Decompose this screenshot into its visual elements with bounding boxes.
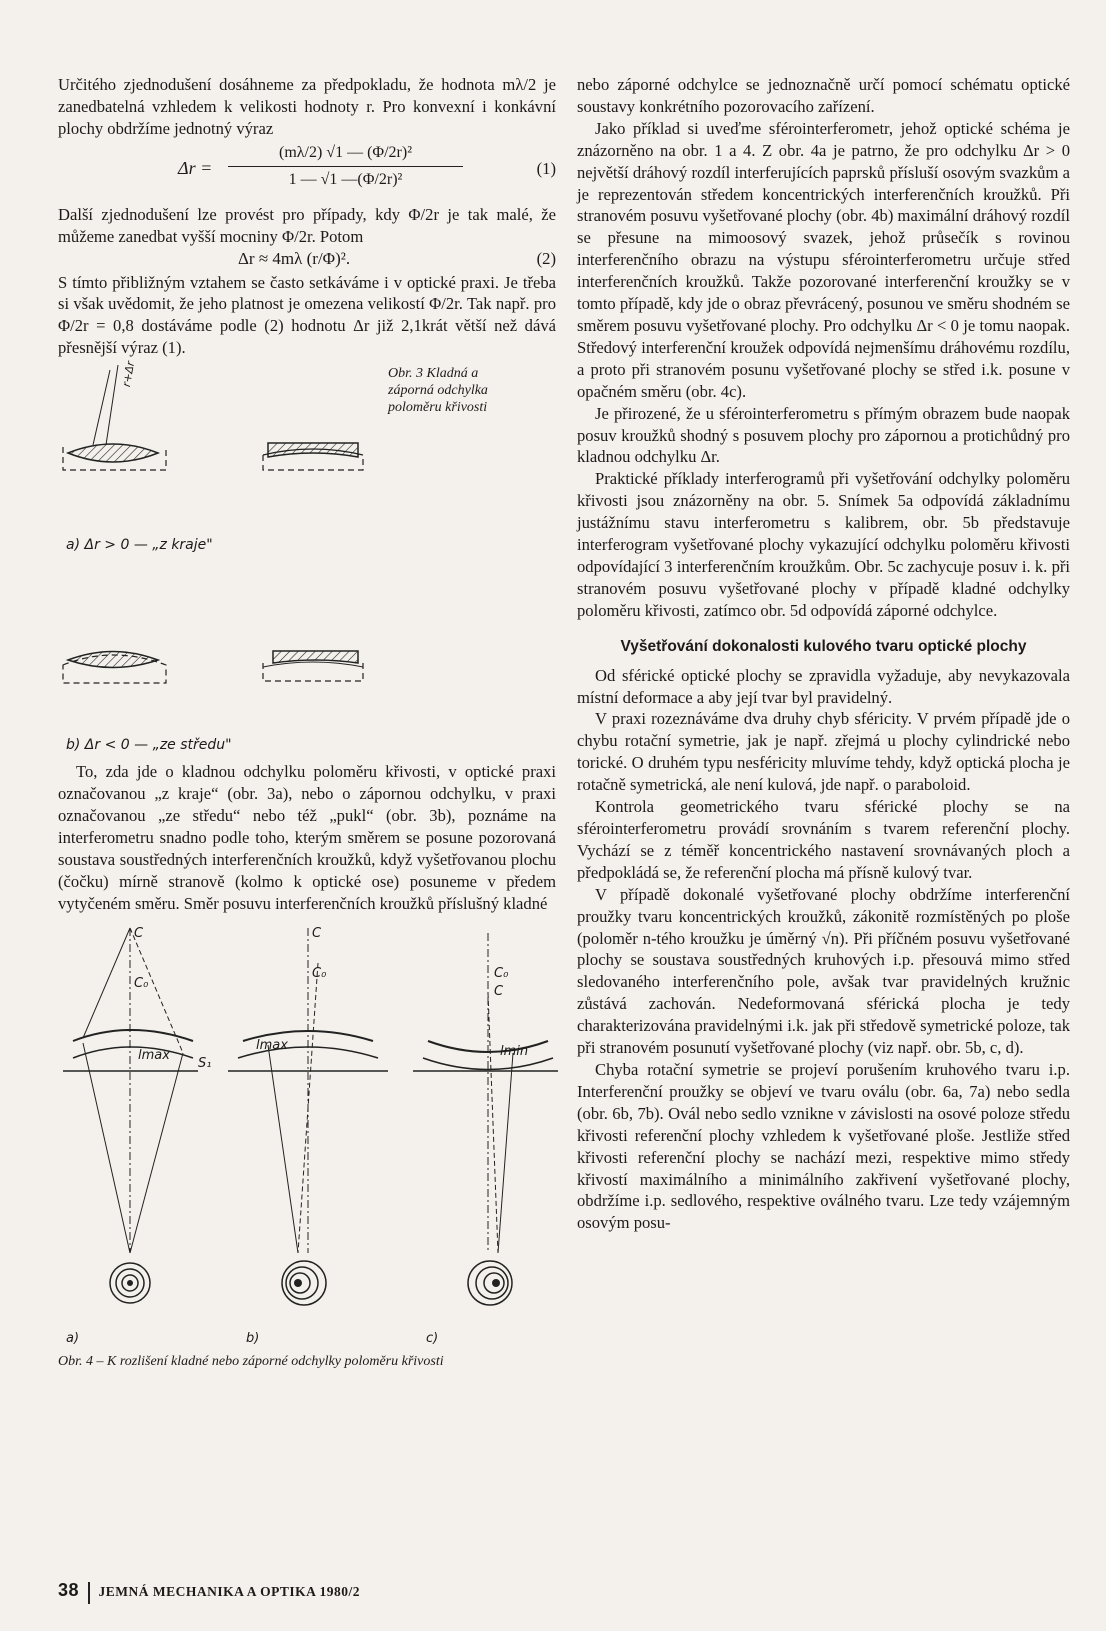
label-4a: a) — [66, 1330, 80, 1346]
paragraph: V případě dokonalé vyšetřované plochy obdržíme interferenční proužky tvaru koncentrických kroužků, zákonitě rozmístěných po ploše (poloměr n-tého kroužku je úměrný √n). Při příčném posuvu vyšetřované plochy se soustava soustředných kruhových i.p. přesouvá mimo střed sledovaného interferenčního pole, avšak tvar pravidelných kružnic zůstává zachován. Nedeformovaná sférická plocha je tedy charakterizována pravidelnými i.k. jak při středově symetrické poloze, tak při stranovém posunutí vyšetřované plochy (viz např. obr. 5b, c, d). — [577, 884, 1070, 1058]
figure-3-caption: Obr. 3 Kladná a záporná odchylka poloměru křivosti — [388, 366, 488, 416]
equation-2 — [58, 248, 556, 272]
figure-4-drawing — [58, 923, 558, 1343]
label-lmin-c: lmin — [500, 1043, 529, 1059]
radius-label: r+Δr — [119, 360, 138, 389]
label-lmax-b: lmax — [256, 1037, 288, 1053]
paragraph: Jako příklad si uveďme sférointerferometr, jehož optické schéma je znázorněno na obr. 1 a 4. Z obr. 4a je patrno, že pro odchylku Δr > 0 největší dráhový rozdíl interferujících paprsků přísluší osovým svazkům a je reprezentován středem koncentrických interferenčních kroužků. Při stranovém posuvu vyšetřované plochy (obr. 4b) maximální dráhový rozdíl se přesune na mimoosový svazek, jehož průsečík s rovinou interferenčního obrazu na výstupu sférointerferometru určuje střed interferenčních kroužků. Takže pozorované interferenční kroužky se v tomto případě, kdy jde o obraz převrácený, posunou ve směru shodném se směrem posuvu vyšetřované plochy. Pro odchylku Δr < 0 je tomu naopak. Středový interferenční kroužek odpovídá nejmenšímu dráhovému rozdílu, a proto při stranovém posunu vyšetřované plochy se střed i.k. posune v opačném směru (obr. 4c). — [577, 118, 1070, 401]
label-c-b: C — [312, 925, 322, 941]
paragraph: Určitého zjednodušení dosáhneme za předpokladu, že hodnota mλ/2 je zanedbatelná vzhledem k velikosti hodnoty r. Pro konvexní i konkávní plochy obdržíme jednotný výraz — [58, 75, 556, 138]
label-c0-b: C₀ — [312, 965, 327, 981]
label-c: C — [134, 925, 144, 941]
paragraph: Je přirozené, že u sférointerferometru s přímým obrazem bude naopak posuv kroužků shodný s posuvem plochy pro zápornou a protichůdný pro kladnou odchylku Δr. — [577, 403, 1070, 467]
label-4c: c) — [426, 1330, 439, 1346]
page-number: 38 — [58, 1580, 80, 1600]
paragraph: Chyba rotační symetrie se projeví porušením kruhového tvaru i.p. Interferenční proužky se objeví ve tvaru oválu (obr. 6a, 7a) nebo sedla (obr. 6b, 7b). Ovál nebo sedlo vznikne v závislosti na osové poloze středu křivosti referenční plochy vzhledem k vyšetřované ploše. Jestliže střed křivosti referenční plochy se nachází mezi, respektive mimo středy křivostí maximálního a minimálního zakřivení vyšetřované plochy, obdržíme i.p. sedlového, respektive oválného tvaru. Lze tedy vzájemným osovým posu- — [577, 1059, 1070, 1233]
figure-4 — [58, 923, 556, 1393]
left-column — [58, 74, 556, 1393]
figure-3b-label: b) Δr < 0 — „ze středu" — [66, 737, 232, 754]
paragraph: V praxi rozeznáváme dva druhy chyb sféricity. V prvém případě jde o chybu rotační symetrie, jak je např. zřejmá u plochy cylindrické nebo torické. O druhém typu nesféricity mluvíme tehdy, když optická plocha je rotačně symetrická, ale není kulová, jde např. o paraboloid. — [577, 709, 1070, 795]
paragraph: Praktické příklady interferogramů při vyšetřování odchylky poloměru křivosti jsou znázorněny na obr. 5. Snímek 5a odpovídá základnímu justážnímu stavu interferometru s kalibrem, obr. 5b představuje interferogram vyšetřované plochy vykazující odchylku poloměru křivosti odpovídající 3 interferenčním kroužkům. Obr. 5c zachycuje posuv i. k. při stranovém posuvu vyšetřované plochy v případě kladné odchylky poloměru křivosti, zatímco obr. 5d odpovídá záporné odchylce. — [577, 469, 1070, 620]
label-c-c: C — [494, 983, 504, 999]
equation-denominator: 1 — √1 —(Φ/2r)² — [288, 170, 403, 188]
equation-number: (2) — [536, 248, 556, 268]
equation-expression: Δr ≈ 4mλ (r/Φ)². — [238, 248, 351, 268]
equation-lhs: Δr = — [178, 157, 213, 178]
figure-3a-label: a) Δr > 0 — „z kraje" — [66, 537, 213, 554]
paragraph: nebo záporné odchylce se jednoznačně určí pomocí schématu optické soustavy konkrétního pozorovacího zařízení. — [577, 75, 1070, 116]
paragraph: S tímto přibližným vztahem se často setkáváme i v optické praxi. Je třeba si však uvědomit, že jeho platnost je omezena velikostí Φ/2r. Tak např. pro Φ/2r = 0,8 dostáváme podle (2) hodnotu Δr již 2,1krát větší než dává přesnější výraz (1). — [58, 272, 556, 358]
paragraph: Od sférické optické plochy se zpravidla vyžaduje, aby nevykazovala místní deformace a aby její tvar byl pravidelný. — [577, 665, 1070, 707]
label-c0: C₀ — [134, 975, 149, 991]
footer-divider — [88, 1582, 90, 1604]
figure-3 — [58, 360, 556, 755]
figure-4-caption: Obr. 4 – K rozlišení kladné nebo záporné odchylky poloměru křivosti — [58, 1353, 444, 1369]
equation-number: (1) — [536, 158, 556, 178]
paragraph: Kontrola geometrického tvaru sférické plochy se na sférointerferometru provádí srovnáním s tvarem referenční plochy. Vychází se z téměř koncentrického nastavení srovnávaných ploch a předpokládá se, že referenční plocha má přísně kulový tvar. — [577, 797, 1070, 882]
label-lmax-a: lmax — [138, 1047, 170, 1063]
paragraph: Další zjednodušení lze provést pro případy, kdy Φ/2r je tak malé, že můžeme zanedbat vyšší mocniny Φ/2r. Potom — [58, 204, 556, 246]
journal-name: JEMNÁ MECHANIKA A OPTIKA 1980/2 — [98, 1584, 361, 1599]
equation-numerator: (mλ/2) √1 — (Φ/2r)² — [228, 142, 463, 167]
label-4b: b) — [246, 1330, 260, 1346]
figure-3-drawing — [58, 365, 556, 755]
section-heading: Vyšetřování dokonalosti kulového tvaru optické plochy — [620, 637, 1027, 655]
equation-fraction — [228, 142, 463, 191]
label-c0-c: C₀ — [494, 965, 509, 981]
label-s1: S₁ — [198, 1055, 212, 1071]
paragraph: To, zda jde o kladnou odchylku poloměru křivosti, v optické praxi označovanou „z kraje“ (obr. 3a), nebo o zápornou odchylku, v praxi označovanou „ze středu“ nebo též „pukl“ (obr. 3b), poznáme na interferometru snadno podle toho, kterým směrem se posune pozorovaná soustava soustředných interferenčních kroužků, když vyšetřovanou plochu (čočku) mírně stranově (kolmo k optické ose) posuneme v předem vytyčeném směru. Směr posuvu interferenčních kroužků příslušný kladné — [58, 762, 556, 913]
equation-1 — [58, 142, 556, 202]
right-column — [577, 74, 1070, 1234]
page-footer — [58, 1580, 360, 1604]
